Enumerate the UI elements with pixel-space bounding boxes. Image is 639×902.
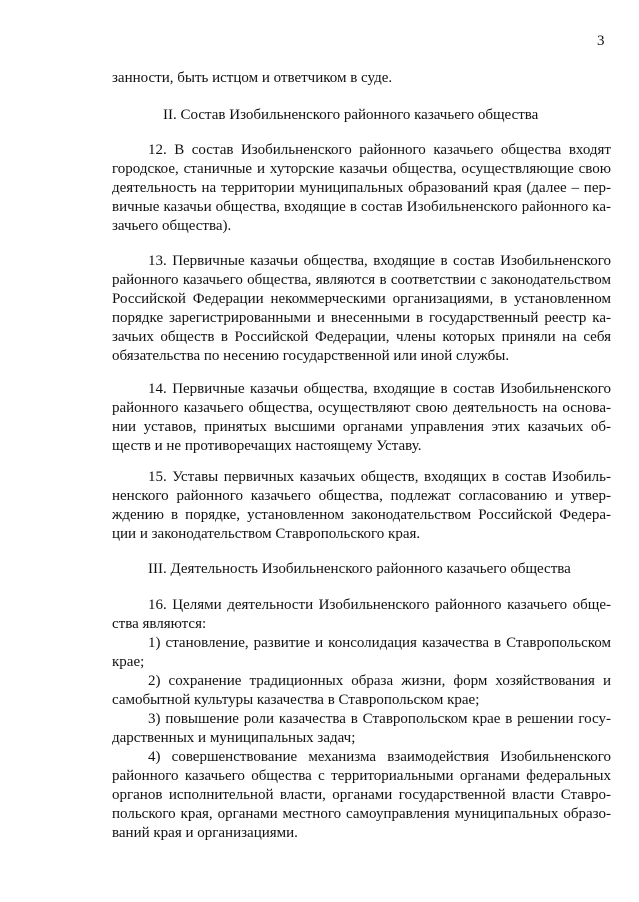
list-item-line: дарственных и муниципальных задач;: [112, 730, 356, 746]
list-item-line: органов исполнительной власти, органами государственной власти Ставро-: [112, 787, 611, 803]
paragraph-line: районного казачьего общества, осуществляют свою деятельность на основа-: [112, 400, 611, 416]
list-item-line: 2) сохранение традиционных образа жизни, форм хозяйствования и: [148, 673, 611, 689]
list-item-line: ваний края и организациями.: [112, 825, 298, 841]
paragraph-line: ства являются:: [112, 616, 207, 632]
list-item-line: 1) становление, развитие и консолидация казачества в Ставропольском: [148, 635, 611, 651]
paragraph-line: Российской Федерации некоммерческими организациями, в установленном: [112, 291, 611, 307]
paragraph-line: ненского районного казачьего общества, подлежат согласованию и утвер-: [112, 488, 611, 504]
paragraph-line: 13. Первичные казачьи общества, входящие в состав Изобильненского: [148, 253, 611, 269]
paragraph-line: порядке зарегистрированными и внесенными в государственный реестр ка-: [112, 310, 611, 326]
paragraph-line: вичные казачьи общества, входящие в состав Изобильненского районного ка-: [112, 199, 611, 215]
paragraph-line: нии уставов, принятых высшими органами управления этих казачьих об-: [112, 419, 611, 435]
list-item-line: крае;: [112, 654, 145, 670]
list-item-line: 4) совершенствование механизма взаимодействия Изобильненского: [148, 749, 611, 765]
paragraph-line: ществ и не противоречащих настоящему Уставу.: [112, 438, 422, 454]
paragraph-line: ции и законодательством Ставропольского края.: [112, 526, 421, 542]
list-item-line: самобытной культуры казачества в Ставропольском крае;: [112, 692, 480, 708]
paragraph-line: деятельность на территории муниципальных образований края (далее – пер-: [112, 180, 611, 196]
list-item-line: 3) повышение роли казачества в Ставропольском крае в решении госу-: [148, 711, 611, 727]
page-number: 3: [597, 33, 605, 49]
paragraph-line: 12. В состав Изобильненского районного казачьего общества входят: [148, 142, 611, 158]
paragraph-line: ждению в порядке, установленном законодательством Российской Федера-: [112, 507, 611, 523]
list-item-line: польского края, органами местного самоуправления муниципальных образо-: [112, 806, 611, 822]
paragraph-line: районного казачьего общества, являются в соответствии с законодательством: [112, 272, 611, 288]
paragraph-line: 14. Первичные казачьи общества, входящие в состав Изобильненского: [148, 381, 611, 397]
paragraph-line: городское, станичные и хуторские казачьи общества, осуществляющие свою: [112, 161, 611, 177]
paragraph-line: зачьего общества).: [112, 218, 232, 234]
list-item-line: районного казачьего общества с территориальными органами федеральных: [112, 768, 611, 784]
paragraph-line: обязательства по несению государственной или иной службы.: [112, 348, 510, 364]
text-line: занности, быть истцом и ответчиком в суде.: [112, 70, 393, 86]
paragraph-line: 15. Уставы первичных казачьих обществ, входящих в состав Изобиль-: [148, 469, 611, 485]
paragraph-line: 16. Целями деятельности Изобильненского районного казачьего обще-: [148, 597, 611, 613]
section-heading: II. Состав Изобильненского районного казачьего общества: [163, 107, 539, 123]
paragraph-line: зачьих обществ в Российской Федерации, члены которых приняли на себя: [112, 329, 611, 345]
section-heading: III. Деятельность Изобильненского районного казачьего общества: [148, 561, 571, 577]
